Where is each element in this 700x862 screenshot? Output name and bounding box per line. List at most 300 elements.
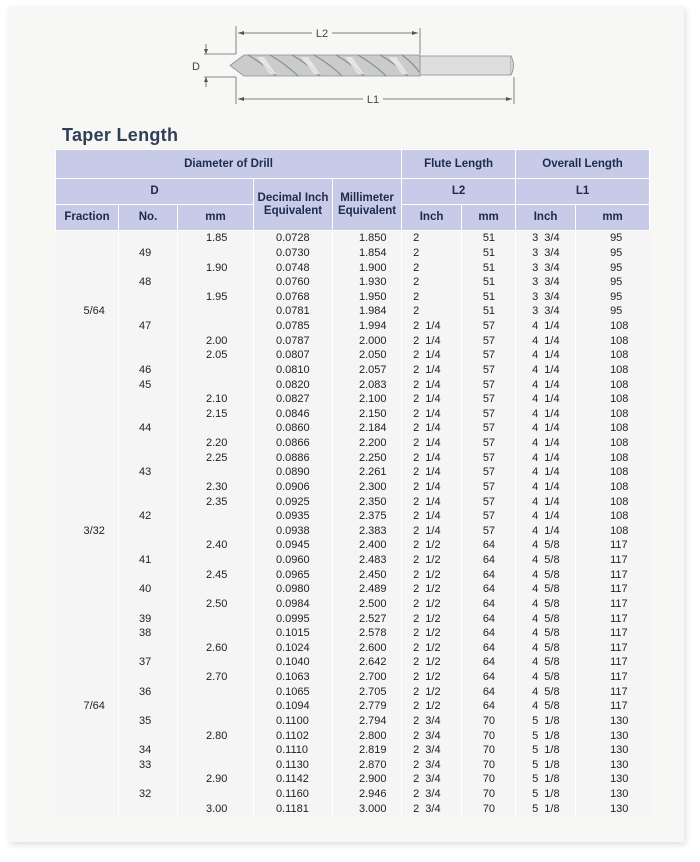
cell-decimal-inch: 0.1100: [254, 714, 333, 729]
cell-millimeter: 2.642: [333, 655, 402, 670]
cell-no: 45: [119, 377, 178, 392]
cell-mm: [178, 319, 254, 334]
cell-overall-inch: 5 1/8: [516, 714, 576, 729]
cell-flute-mm: 70: [462, 743, 516, 758]
table-row: [56, 319, 650, 334]
cell-flute-inch: 2 1/4: [402, 421, 462, 436]
cell-decimal-inch: 0.1040: [254, 655, 333, 670]
table-row: [56, 290, 650, 305]
cell-overall-mm: 117: [610, 612, 628, 625]
cell-decimal-inch: 0.0785: [254, 319, 333, 334]
cell-no: [119, 407, 178, 422]
cell-no: [119, 392, 178, 407]
cell-overall-mm: 108: [610, 334, 629, 347]
cell-flute-inch: 2 1/2: [402, 597, 462, 612]
cell-decimal-inch: 0.0768: [254, 290, 333, 305]
table-row: [56, 275, 650, 290]
cell-millimeter: 2.700: [333, 670, 402, 685]
cell-fraction: 3/32: [56, 524, 119, 539]
cell-flute-mm: 70: [462, 728, 516, 743]
cell-overall-mm: 95: [610, 290, 623, 303]
cell-mm: 2.70: [178, 670, 254, 685]
cell-flute-inch: 2 1/4: [402, 465, 462, 480]
cell-flute-mm: 51: [462, 246, 516, 261]
cell-millimeter: 2.057: [333, 363, 402, 378]
cell-flute-inch: 2 1/2: [402, 641, 462, 656]
cell-decimal-inch: 0.0760: [254, 275, 333, 290]
cell-flute-mm: 64: [462, 538, 516, 553]
cell-fraction: 7/64: [56, 699, 119, 714]
cell-overall-mm: 117: [610, 700, 628, 713]
cell-mm: 2.50: [178, 597, 254, 612]
cell-millimeter: 2.383: [333, 524, 402, 539]
cell-millimeter: 2.250: [333, 450, 402, 465]
cell-flute-mm: 64: [462, 597, 516, 612]
cell-overall-mm: 130: [610, 758, 629, 771]
cell-decimal-inch: 0.0935: [254, 509, 333, 524]
header-d: D: [56, 179, 254, 205]
cell-flute-inch: 2: [402, 246, 462, 261]
cell-overall-mm: 108: [610, 466, 629, 479]
cell-decimal-inch: 0.0965: [254, 567, 333, 582]
cell-decimal-inch: 0.1102: [254, 728, 333, 743]
l1-left-arrow-icon: [238, 97, 244, 101]
cell-overall-inch: 5 1/8: [516, 772, 576, 787]
cell-flute-mm: 51: [462, 231, 516, 246]
table-row: [56, 524, 650, 539]
cell-flute-mm: 51: [462, 275, 516, 290]
cell-millimeter: 2.300: [333, 480, 402, 495]
table-row: [56, 743, 650, 758]
cell-overall-mm: 117: [610, 583, 628, 596]
d-bottom-arrow-icon: [204, 77, 208, 82]
cell-decimal-inch: 0.0938: [254, 524, 333, 539]
table-row: [56, 304, 650, 319]
cell-decimal-inch: 0.0925: [254, 494, 333, 509]
cell-flute-inch: 2 1/2: [402, 553, 462, 568]
cell-flute-inch: 2 3/4: [402, 714, 462, 729]
cell-overall-inch: 4 1/4: [516, 436, 576, 451]
cell-fraction: [56, 392, 119, 407]
cell-decimal-inch: 0.0995: [254, 611, 333, 626]
header-l2: L2: [402, 179, 516, 205]
cell-millimeter: 2.600: [333, 641, 402, 656]
cell-mm: 2.60: [178, 641, 254, 656]
header-l1: L1: [516, 179, 650, 205]
cell-fraction: [56, 509, 119, 524]
header-decimal-inch-equivalent: Decimal Inch Equivalent: [254, 179, 333, 231]
cell-fraction: [56, 801, 119, 816]
table-row: [56, 772, 650, 787]
cell-overall-mm: 130: [610, 802, 629, 815]
cell-no: [119, 260, 178, 275]
cell-mm: [178, 363, 254, 378]
cell-overall-inch: 4 1/4: [516, 524, 576, 539]
cell-flute-mm: 57: [462, 363, 516, 378]
cell-overall-inch: 4 5/8: [516, 684, 576, 699]
cell-overall-mm: 108: [610, 451, 629, 464]
table-row: [56, 787, 650, 802]
cell-fraction: [56, 611, 119, 626]
cell-mm: [178, 684, 254, 699]
table-row: [56, 421, 650, 436]
cell-mm: [178, 582, 254, 597]
cell-no: [119, 494, 178, 509]
cell-decimal-inch: 0.1130: [254, 758, 333, 773]
cell-overall-mm: 108: [610, 510, 629, 523]
cell-overall-inch: 3 3/4: [516, 290, 576, 305]
table-row: [56, 494, 650, 509]
cell-overall-inch: 4 1/4: [516, 494, 576, 509]
cell-overall-inch: 4 5/8: [516, 699, 576, 714]
header-flute-inch: Inch: [402, 205, 462, 231]
table-row: [56, 436, 650, 451]
cell-overall-mm: 108: [610, 393, 629, 406]
table-row: [56, 348, 650, 363]
cell-flute-mm: 64: [462, 684, 516, 699]
table-body: [56, 231, 650, 817]
cell-mm: [178, 421, 254, 436]
cell-decimal-inch: 0.1160: [254, 787, 333, 802]
cell-overall-inch: 4 1/4: [516, 392, 576, 407]
cell-mm: [178, 553, 254, 568]
cell-decimal-inch: 0.1065: [254, 684, 333, 699]
cell-flute-inch: 2 3/4: [402, 787, 462, 802]
cell-flute-mm: 57: [462, 377, 516, 392]
cell-mm: [178, 758, 254, 773]
table-row: [56, 363, 650, 378]
cell-overall-mm: 130: [610, 729, 629, 742]
cell-fraction: [56, 260, 119, 275]
cell-no: 36: [119, 684, 178, 699]
cell-overall-mm: 95: [610, 276, 623, 289]
cell-overall-inch: 3 3/4: [516, 246, 576, 261]
cell-flute-mm: 64: [462, 641, 516, 656]
cell-flute-mm: 57: [462, 509, 516, 524]
cell-decimal-inch: 0.0807: [254, 348, 333, 363]
cell-overall-mm: 117: [610, 597, 628, 610]
cell-decimal-inch: 0.0945: [254, 538, 333, 553]
cell-mm: [178, 377, 254, 392]
cell-decimal-inch: 0.0827: [254, 392, 333, 407]
cell-millimeter: 2.184: [333, 421, 402, 436]
cell-millimeter: 2.489: [333, 582, 402, 597]
cell-overall-mm: 95: [610, 261, 623, 274]
cell-millimeter: 2.000: [333, 333, 402, 348]
cell-overall-inch: 4 5/8: [516, 567, 576, 582]
cell-no: [119, 333, 178, 348]
cell-overall-mm: 108: [610, 480, 629, 493]
cell-fraction: [56, 494, 119, 509]
cell-flute-mm: 57: [462, 450, 516, 465]
cell-no: [119, 524, 178, 539]
cell-decimal-inch: 0.0960: [254, 553, 333, 568]
cell-flute-inch: 2 1/4: [402, 348, 462, 363]
header-millimeter-equivalent: Millimeter Equivalent: [333, 179, 402, 231]
cell-flute-mm: 64: [462, 582, 516, 597]
header-fraction: Fraction: [56, 205, 119, 231]
cell-flute-inch: 2 1/4: [402, 509, 462, 524]
cell-overall-mm: 95: [610, 305, 623, 318]
cell-no: 49: [119, 246, 178, 261]
cell-overall-inch: 4 1/4: [516, 480, 576, 495]
header-overall-inch: Inch: [516, 205, 576, 231]
cell-overall-inch: 4 5/8: [516, 597, 576, 612]
cell-millimeter: 2.900: [333, 772, 402, 787]
cell-overall-mm: 108: [610, 437, 629, 450]
header-no: No.: [119, 205, 178, 231]
cell-no: 43: [119, 465, 178, 480]
cell-overall-inch: 4 1/4: [516, 465, 576, 480]
cell-fraction: [56, 597, 119, 612]
cell-flute-inch: 2 1/2: [402, 670, 462, 685]
cell-mm: 2.10: [178, 392, 254, 407]
cell-mm: 2.45: [178, 567, 254, 582]
cell-decimal-inch: 0.0984: [254, 597, 333, 612]
cell-mm: [178, 246, 254, 261]
cell-overall-inch: 4 5/8: [516, 611, 576, 626]
cell-millimeter: 2.483: [333, 553, 402, 568]
cell-mm: [178, 655, 254, 670]
cell-mm: 2.25: [178, 450, 254, 465]
cell-millimeter: 2.083: [333, 377, 402, 392]
cell-millimeter: 1.984: [333, 304, 402, 319]
cell-overall-inch: 5 1/8: [516, 758, 576, 773]
cell-mm: [178, 509, 254, 524]
cell-fraction: [56, 231, 119, 246]
l1-right-arrow-icon: [506, 97, 512, 101]
cell-overall-mm: 117: [610, 554, 628, 567]
cell-millimeter: 2.400: [333, 538, 402, 553]
cell-flute-mm: 51: [462, 304, 516, 319]
cell-no: [119, 597, 178, 612]
cell-fraction: [56, 728, 119, 743]
cell-flute-mm: 51: [462, 260, 516, 275]
cell-overall-inch: 3 3/4: [516, 260, 576, 275]
table-row: [56, 714, 650, 729]
table-row: [56, 260, 650, 275]
cell-millimeter: 2.350: [333, 494, 402, 509]
cell-no: 41: [119, 553, 178, 568]
cell-no: [119, 450, 178, 465]
cell-decimal-inch: 0.0860: [254, 421, 333, 436]
cell-mm: 2.35: [178, 494, 254, 509]
cell-flute-mm: 64: [462, 567, 516, 582]
cell-overall-mm: 108: [610, 363, 629, 376]
table-row: [56, 246, 650, 261]
cell-overall-inch: 4 1/4: [516, 509, 576, 524]
cell-decimal-inch: 0.0820: [254, 377, 333, 392]
table-row: [56, 333, 650, 348]
cell-fraction: [56, 421, 119, 436]
cell-mm: [178, 743, 254, 758]
cell-fraction: [56, 348, 119, 363]
cell-overall-inch: 3 3/4: [516, 231, 576, 246]
cell-fraction: [56, 772, 119, 787]
cell-fraction: [56, 582, 119, 597]
table-row: [56, 670, 650, 685]
cell-overall-mm: 95: [610, 246, 623, 259]
cell-mm: 3.00: [178, 801, 254, 816]
cell-decimal-inch: 0.1015: [254, 626, 333, 641]
table-row: [56, 450, 650, 465]
cell-millimeter: 2.050: [333, 348, 402, 363]
header-flute-length: Flute Length: [402, 150, 516, 179]
table-row: [56, 465, 650, 480]
cell-mm: [178, 275, 254, 290]
cell-flute-mm: 51: [462, 290, 516, 305]
cell-millimeter: 2.375: [333, 509, 402, 524]
cell-overall-mm: 108: [610, 495, 629, 508]
cell-flute-mm: 57: [462, 436, 516, 451]
cell-millimeter: 2.200: [333, 436, 402, 451]
cell-decimal-inch: 0.0748: [254, 260, 333, 275]
d-label: D: [192, 61, 200, 73]
cell-fraction: [56, 626, 119, 641]
l2-right-arrow-icon: [412, 31, 418, 35]
drill-diagram: [8, 6, 684, 116]
cell-flute-inch: 2: [402, 260, 462, 275]
cell-mm: [178, 304, 254, 319]
cell-millimeter: 1.900: [333, 260, 402, 275]
cell-overall-inch: 4 5/8: [516, 670, 576, 685]
cell-flute-mm: 64: [462, 626, 516, 641]
cell-flute-inch: 2: [402, 231, 462, 246]
cell-millimeter: 2.819: [333, 743, 402, 758]
cell-overall-mm: 117: [610, 539, 628, 552]
cell-no: [119, 699, 178, 714]
table-row: [56, 567, 650, 582]
catalog-page: [8, 6, 684, 842]
table-row: [56, 801, 650, 816]
cell-no: [119, 436, 178, 451]
cell-overall-inch: 4 1/4: [516, 348, 576, 363]
table-row: [56, 641, 650, 656]
cell-fraction: [56, 275, 119, 290]
cell-overall-inch: 4 1/4: [516, 377, 576, 392]
cell-millimeter: 2.794: [333, 714, 402, 729]
cell-flute-mm: 57: [462, 465, 516, 480]
cell-millimeter: 2.500: [333, 597, 402, 612]
cell-flute-inch: 2 1/2: [402, 567, 462, 582]
cell-millimeter: 2.527: [333, 611, 402, 626]
cell-fraction: [56, 450, 119, 465]
cell-millimeter: 2.150: [333, 407, 402, 422]
cell-overall-inch: 4 1/4: [516, 363, 576, 378]
cell-flute-mm: 57: [462, 348, 516, 363]
cell-mm: [178, 524, 254, 539]
cell-overall-inch: 4 5/8: [516, 553, 576, 568]
cell-fraction: [56, 377, 119, 392]
cell-no: [119, 670, 178, 685]
cell-no: [119, 728, 178, 743]
cell-no: [119, 567, 178, 582]
cell-no: [119, 290, 178, 305]
cell-no: 37: [119, 655, 178, 670]
cell-flute-inch: 2 1/2: [402, 611, 462, 626]
cell-no: 38: [119, 626, 178, 641]
cell-millimeter: 3.000: [333, 801, 402, 816]
table-row: [56, 377, 650, 392]
cell-decimal-inch: 0.0866: [254, 436, 333, 451]
cell-fraction: [56, 538, 119, 553]
cell-decimal-inch: 0.1063: [254, 670, 333, 685]
cell-mm: 1.90: [178, 260, 254, 275]
cell-decimal-inch: 0.0886: [254, 450, 333, 465]
cell-millimeter: 2.578: [333, 626, 402, 641]
cell-no: 34: [119, 743, 178, 758]
cell-overall-inch: 5 1/8: [516, 728, 576, 743]
cell-fraction: [56, 553, 119, 568]
cell-fraction: [56, 333, 119, 348]
table-row: [56, 655, 650, 670]
cell-decimal-inch: 0.1142: [254, 772, 333, 787]
cell-decimal-inch: 0.0787: [254, 333, 333, 348]
cell-overall-mm: 108: [610, 422, 629, 435]
taper-length-table: [55, 149, 650, 816]
cell-overall-inch: 3 3/4: [516, 304, 576, 319]
cell-millimeter: 2.779: [333, 699, 402, 714]
cell-overall-mm: 130: [610, 714, 629, 727]
cell-flute-mm: 70: [462, 801, 516, 816]
cell-overall-inch: 5 1/8: [516, 787, 576, 802]
cell-flute-mm: 57: [462, 524, 516, 539]
cell-decimal-inch: 0.0810: [254, 363, 333, 378]
cell-mm: [178, 611, 254, 626]
cell-millimeter: 2.261: [333, 465, 402, 480]
cell-overall-inch: 4 5/8: [516, 641, 576, 656]
table-row: [56, 626, 650, 641]
cell-flute-mm: 64: [462, 553, 516, 568]
cell-flute-inch: 2 1/4: [402, 407, 462, 422]
cell-flute-inch: 2: [402, 290, 462, 305]
cell-flute-mm: 57: [462, 319, 516, 334]
cell-flute-mm: 57: [462, 333, 516, 348]
table-row: [56, 582, 650, 597]
cell-overall-inch: 5 1/8: [516, 801, 576, 816]
cell-no: 46: [119, 363, 178, 378]
cell-overall-mm: 117: [610, 641, 628, 654]
cell-flute-inch: 2 1/4: [402, 319, 462, 334]
l2-label: L2: [315, 28, 329, 40]
cell-no: [119, 801, 178, 816]
table-row: [56, 611, 650, 626]
cell-fraction: [56, 246, 119, 261]
cell-flute-inch: 2 1/2: [402, 699, 462, 714]
cell-mm: 1.85: [178, 231, 254, 246]
cell-decimal-inch: 0.1181: [254, 801, 333, 816]
cell-overall-inch: 4 1/4: [516, 319, 576, 334]
cell-fraction: [56, 465, 119, 480]
cell-mm: 2.80: [178, 728, 254, 743]
header-mm: mm: [178, 205, 254, 231]
l1-label: L1: [366, 94, 380, 106]
cell-flute-inch: 2 1/4: [402, 494, 462, 509]
cell-flute-inch: 2 1/2: [402, 684, 462, 699]
cell-flute-inch: 2 1/4: [402, 363, 462, 378]
cell-no: [119, 348, 178, 363]
cell-millimeter: 1.854: [333, 246, 402, 261]
cell-flute-mm: 57: [462, 480, 516, 495]
cell-overall-inch: 4 5/8: [516, 626, 576, 641]
cell-decimal-inch: 0.0846: [254, 407, 333, 422]
table-row: [56, 684, 650, 699]
cell-flute-inch: 2 1/2: [402, 582, 462, 597]
cell-overall-mm: 108: [610, 407, 629, 420]
cell-mm: [178, 465, 254, 480]
cell-fraction: 5/64: [56, 304, 119, 319]
cell-flute-inch: 2 1/4: [402, 436, 462, 451]
